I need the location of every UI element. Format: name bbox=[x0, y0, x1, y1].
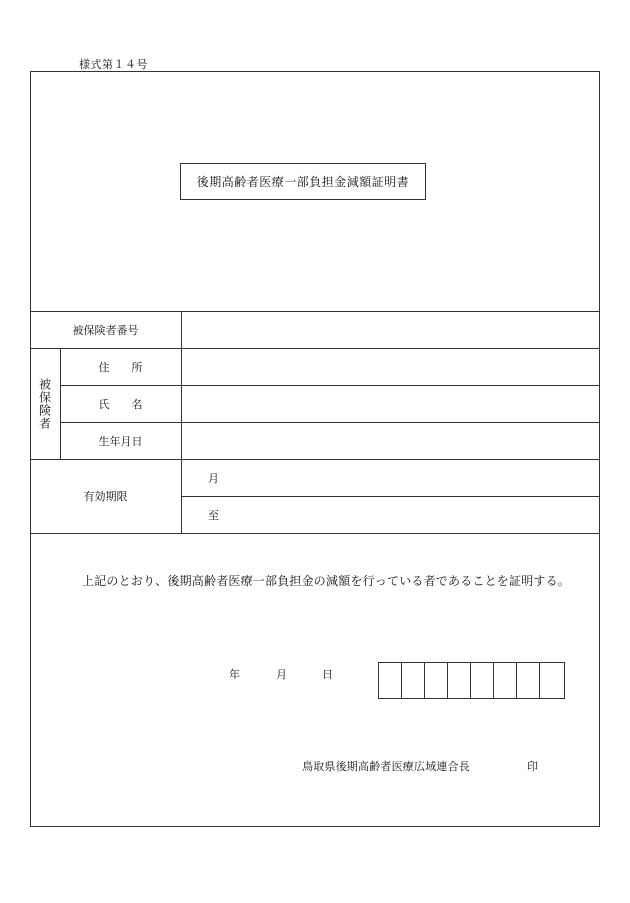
insured-number-label: 被保険者番号 bbox=[72, 323, 139, 337]
insured-person-label bbox=[30, 348, 60, 460]
issuer-name: 鳥取県後期高齢者医療広域連合長 bbox=[302, 760, 470, 773]
name-label: 氏 名 bbox=[98, 397, 143, 411]
digit-box bbox=[379, 663, 402, 698]
date-day-label: 日 bbox=[322, 668, 333, 681]
digit-box bbox=[402, 663, 425, 698]
certification-statement: 上記のとおり、後期高齢者医療一部負担金の減額を行っている者であることを証明する。 bbox=[82, 574, 571, 588]
date-month-label: 月 bbox=[276, 668, 287, 681]
digit-box bbox=[448, 663, 471, 698]
birthdate-label: 生年月日 bbox=[98, 434, 143, 448]
digit-box bbox=[517, 663, 540, 698]
certificate-title: 後期高齢者医療一部負担金減額証明書 bbox=[180, 163, 426, 200]
address-value bbox=[182, 349, 600, 385]
digit-box bbox=[425, 663, 448, 698]
validity-label: 有効期限 bbox=[83, 490, 128, 503]
table-line bbox=[30, 533, 600, 534]
digit-box bbox=[540, 663, 564, 698]
address-label: 住 所 bbox=[98, 360, 143, 374]
insured-person-label-text: 被保険者 bbox=[37, 378, 52, 430]
birthdate-value bbox=[182, 423, 600, 459]
insured-number-value bbox=[182, 312, 600, 348]
date-year-label: 年 bbox=[229, 668, 240, 681]
digit-box bbox=[471, 663, 494, 698]
validity-from-month: 月 bbox=[208, 471, 219, 485]
form-number: 様式第１４号 bbox=[79, 58, 148, 71]
table-line bbox=[181, 496, 600, 497]
seal-mark: 印 bbox=[527, 760, 538, 773]
number-digit-boxes bbox=[378, 662, 565, 699]
digit-box bbox=[494, 663, 517, 698]
validity-to: 至 bbox=[208, 508, 219, 522]
name-value bbox=[182, 386, 600, 422]
